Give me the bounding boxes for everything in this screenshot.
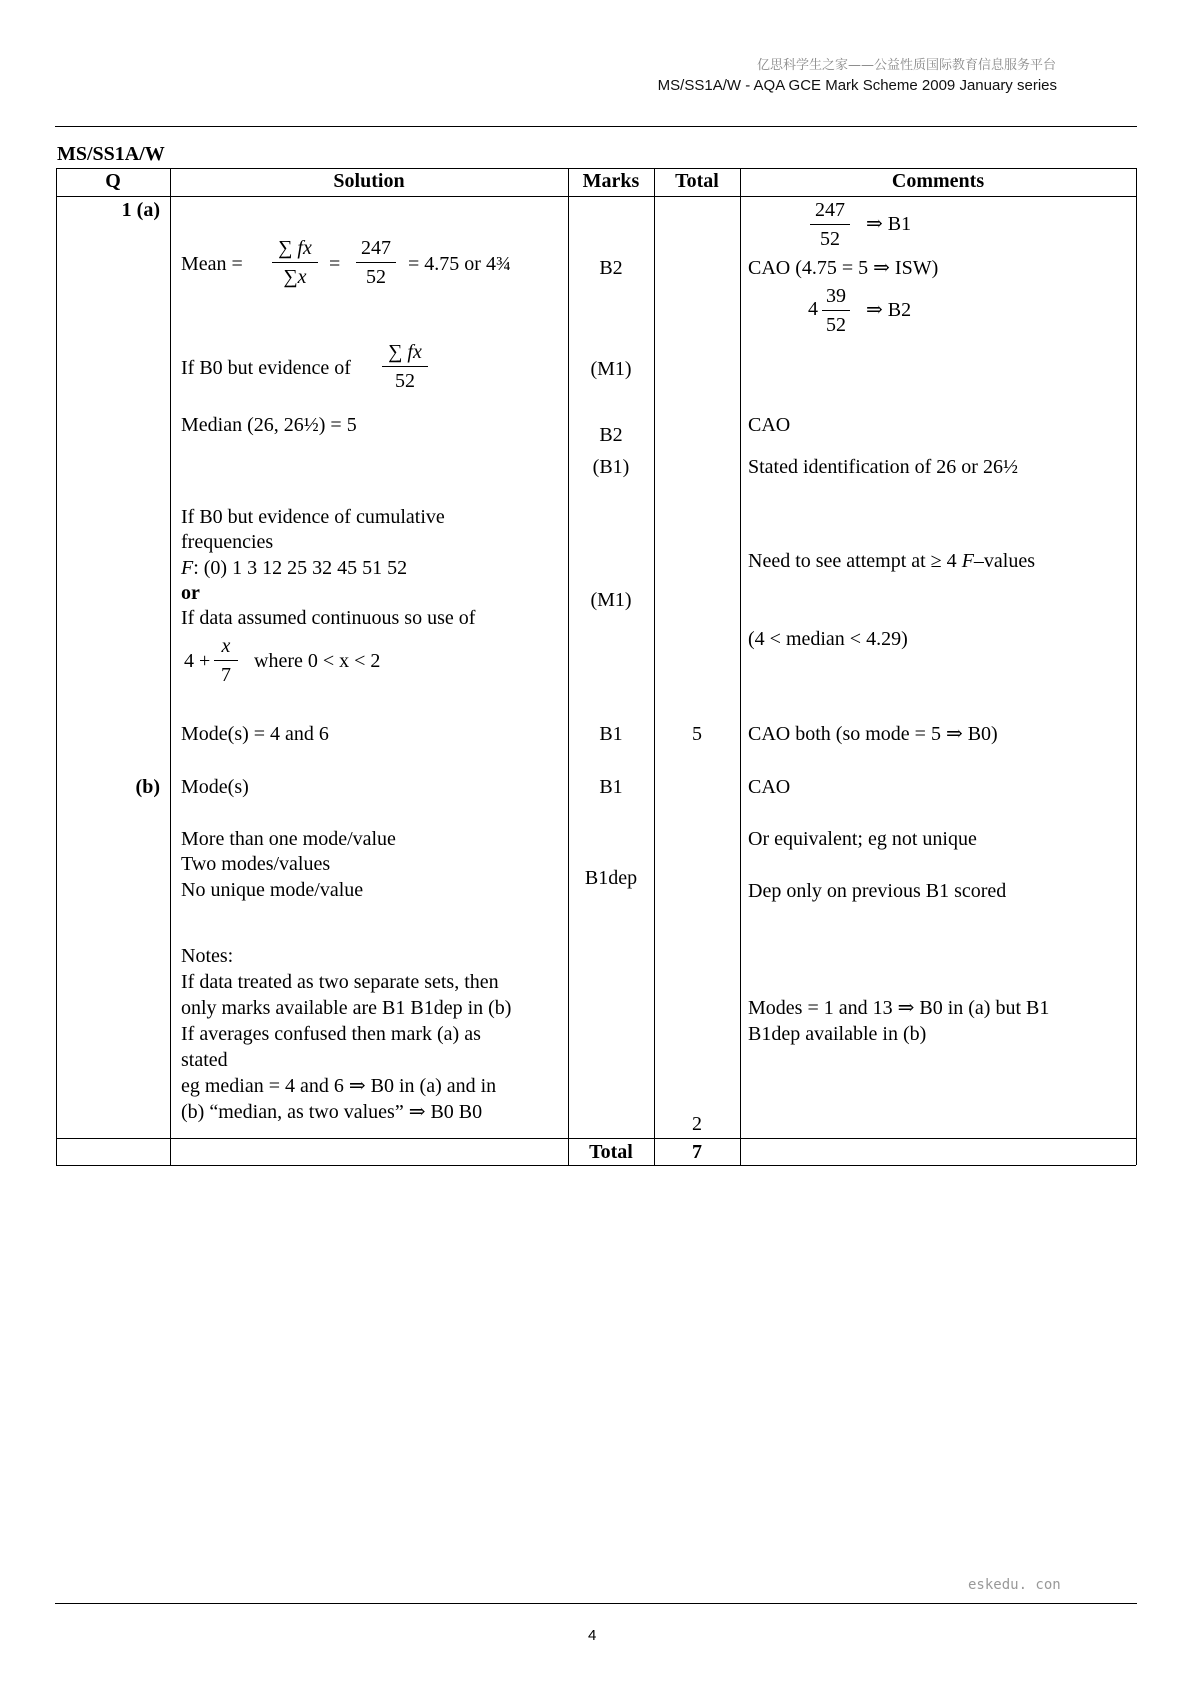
- median-m1-line1: If B0 but evidence of cumulative: [181, 506, 445, 528]
- question-1a: 1 (a): [121, 199, 160, 221]
- notes-comment2: B1dep available in (b): [748, 1023, 927, 1045]
- mean-fraction-symbolic: ∑ fx ∑x: [272, 236, 318, 289]
- b-dep-line3: No unique mode/value: [181, 879, 364, 901]
- b-dep-line2: Two modes/values: [181, 853, 331, 875]
- b-dep-comment2: Dep only on previous B1 scored: [748, 880, 1007, 902]
- median-mark-partial: (B1): [592, 456, 630, 478]
- notes-line: If data treated as two separate sets, then: [181, 971, 499, 993]
- modes-a-mark: B1: [599, 723, 623, 745]
- modes-b-comment: CAO: [748, 776, 791, 798]
- page-number: 4: [588, 1627, 597, 1644]
- notes-comment1: Modes = 1 and 13 ⇒ B0 in (a) but B1: [748, 997, 1050, 1019]
- median-m1-line4: If data assumed continuous so use of: [181, 607, 476, 629]
- mean-mark: B2: [599, 257, 623, 279]
- notes-line: If averages confused then mark (a) as: [181, 1023, 481, 1045]
- table-top-border: [56, 168, 1136, 169]
- header-rule: [55, 126, 1137, 127]
- col-border: [170, 168, 171, 1165]
- comment-fraction: 247 52: [810, 198, 850, 251]
- col-border: [1136, 168, 1137, 1165]
- notes-line: (b) “median, as two values” ⇒ B0 B0: [181, 1101, 483, 1123]
- total-label: Total: [589, 1141, 633, 1163]
- site-banner: 亿思科学生之家——公益性质国际教育信息服务平台: [756, 58, 1056, 73]
- b-dep-mark: B1dep: [584, 867, 638, 889]
- comment-b1: ⇒ B1: [866, 213, 912, 235]
- question-1b: (b): [135, 776, 160, 798]
- or-label: or: [181, 582, 200, 604]
- col-header-solution: Solution: [333, 170, 405, 192]
- mean-m1-fraction: ∑ fx 52: [382, 340, 428, 393]
- document-series: MS/SS1A/W - AQA GCE Mark Scheme 2009 January series: [657, 77, 1057, 94]
- col-border: [654, 168, 655, 1165]
- part-b-total: 2: [692, 1113, 702, 1135]
- cumulative-frequencies: F: (0) 1 3 12 25 32 45 51 52: [181, 557, 408, 579]
- modes-a-comment: CAO both (so mode = 5 ⇒ B0): [748, 723, 998, 745]
- total-row-top-border: [56, 1138, 1136, 1139]
- b-dep-comment1: Or equivalent; eg not unique: [748, 828, 977, 850]
- modes-b-text: Mode(s): [181, 776, 249, 798]
- comment-b2: ⇒ B2: [866, 299, 912, 321]
- grand-total: 7: [692, 1141, 702, 1163]
- notes-line: Notes:: [181, 945, 234, 967]
- part-a-total: 5: [692, 723, 702, 745]
- comment-mixed-fraction: 39 52: [822, 284, 850, 337]
- mean-m1-mark: (M1): [590, 358, 632, 380]
- table-bottom-border: [56, 1165, 1136, 1166]
- comment-mixed-whole: 4: [808, 298, 818, 320]
- interpolation-fraction: x 7: [214, 634, 238, 687]
- median-text: Median (26, 26½) = 5: [181, 414, 357, 436]
- modes-b-mark: B1: [599, 776, 623, 798]
- b-dep-line1: More than one mode/value: [181, 828, 396, 850]
- median-range-comment: (4 < median < 4.29): [748, 628, 908, 650]
- col-header-comments: Comments: [891, 170, 985, 192]
- col-header-q: Q: [105, 170, 121, 192]
- document-code: MS/SS1A/W: [57, 143, 165, 165]
- notes-line: eg median = 4 and 6 ⇒ B0 in (a) and in: [181, 1075, 497, 1097]
- median-comment-identification: Stated identification of 26 or 26½: [748, 456, 1018, 478]
- header-bottom-border: [56, 196, 1136, 197]
- notes-line: stated: [181, 1049, 228, 1071]
- interpolation-range: where 0 < x < 2: [254, 650, 381, 672]
- col-border: [740, 168, 741, 1165]
- notes-line: only marks available are B1 B1dep in (b): [181, 997, 512, 1019]
- watermark-logo: eskedu. con: [968, 1577, 1061, 1593]
- mean-result: = 4.75 or 4¾: [408, 253, 511, 275]
- modes-a-text: Mode(s) = 4 and 6: [181, 723, 329, 745]
- comment-cao-isw: CAO (4.75 = 5 ⇒ ISW): [748, 257, 939, 279]
- median-m1-line2: frequencies: [181, 531, 274, 553]
- col-header-marks: Marks: [582, 170, 640, 192]
- col-header-total: Total: [675, 170, 719, 192]
- median-m1-mark: (M1): [590, 589, 632, 611]
- col-border: [56, 168, 57, 1165]
- col-border: [568, 168, 569, 1165]
- median-m1-comment: Need to see attempt at ≥ 4 F–values: [748, 550, 1035, 572]
- mean-label: Mean =: [181, 253, 243, 275]
- median-comment-cao: CAO: [748, 414, 791, 436]
- footer-rule: [55, 1603, 1137, 1604]
- interpolation-whole: 4 +: [184, 650, 211, 672]
- mean-equals: =: [329, 253, 341, 275]
- mean-m1-text: If B0 but evidence of: [181, 357, 351, 379]
- mean-fraction-numeric: 247 52: [356, 236, 396, 289]
- median-mark: B2: [599, 424, 623, 446]
